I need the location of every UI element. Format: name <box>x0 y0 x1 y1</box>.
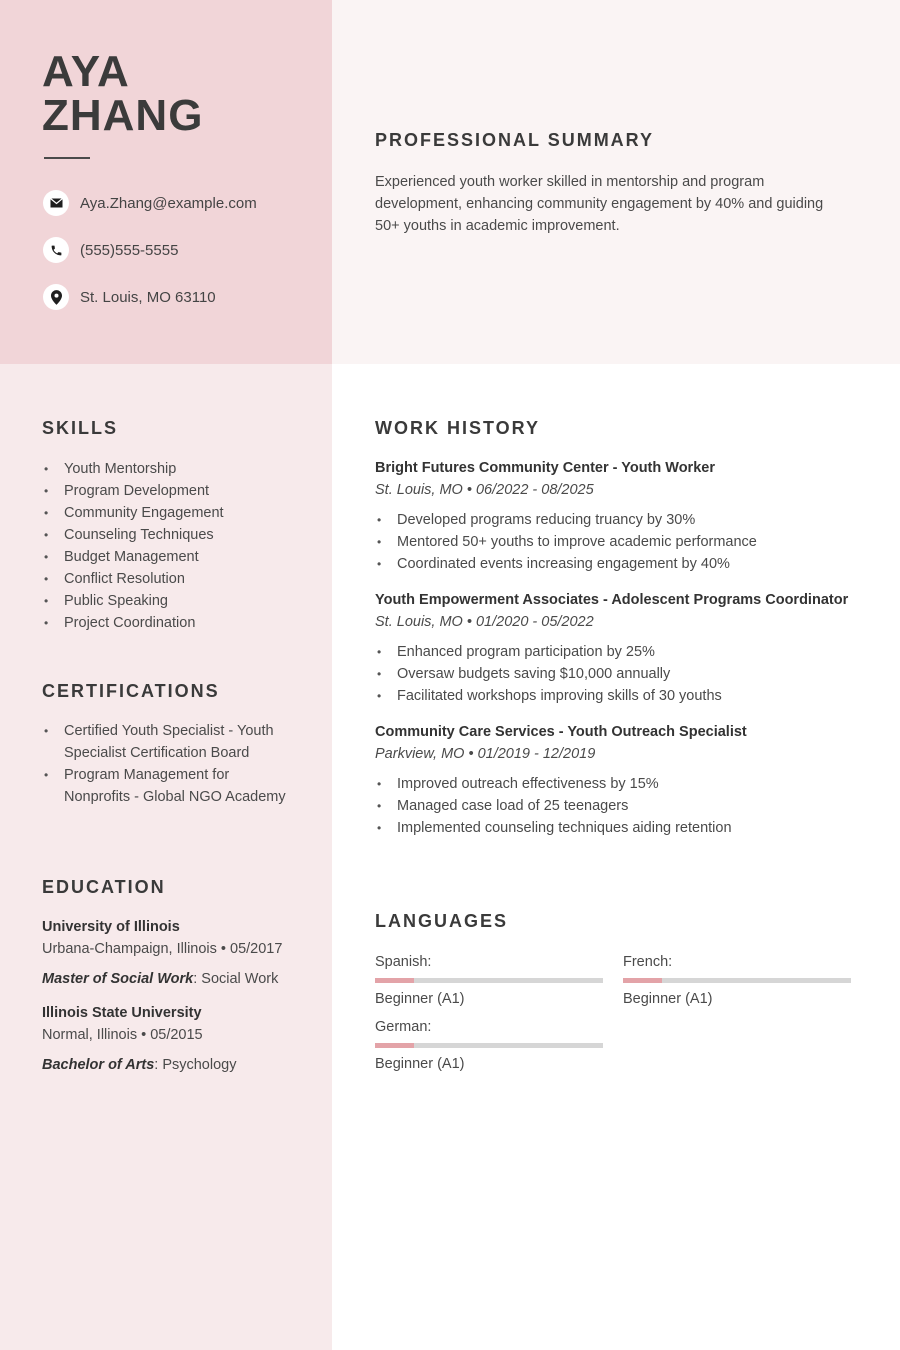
job-title: Bright Futures Community Center - Youth Worker <box>375 460 715 476</box>
language-german <box>375 1017 603 1074</box>
candidate-name <box>42 47 204 140</box>
contact-email[interactable] <box>43 188 257 218</box>
job-title: Community Care Services - Youth Outreach Specialist <box>375 724 747 740</box>
list-item: • Program Development <box>42 480 302 502</box>
job-title: Youth Empowerment Associates - Adolescent Programs Coordinator <box>375 592 849 608</box>
education-list <box>42 916 302 1088</box>
degree-name: Bachelor of Arts <box>42 1057 155 1073</box>
job-entry <box>375 589 865 707</box>
certifications-heading: CERTIFICATIONS <box>42 681 220 701</box>
proficiency-fill <box>623 978 662 983</box>
job-location-dates: Parkview, MO • 01/2019 - 12/2019 <box>375 746 596 762</box>
language-spanish <box>375 952 603 1009</box>
education-entry <box>42 1002 302 1076</box>
list-item: • Counseling Techniques <box>42 524 302 546</box>
job-entry <box>375 721 865 839</box>
list-item: • Developed programs reducing truancy by 30% <box>375 509 865 531</box>
language-level: Beginner (A1) <box>375 1056 465 1072</box>
proficiency-bar <box>623 978 851 983</box>
certifications-list <box>42 720 297 808</box>
contact-location <box>43 282 257 312</box>
job-entry <box>375 457 865 575</box>
education-heading: EDUCATION <box>42 877 166 897</box>
job-bullets <box>375 773 865 839</box>
location-pin-icon <box>43 284 69 310</box>
list-item: • Conflict Resolution <box>42 568 302 590</box>
email-icon <box>43 190 69 216</box>
work-history-list <box>375 457 865 853</box>
language-french <box>623 952 851 1009</box>
list-item: • Facilitated workshops improving skills of 30 youths <box>375 685 865 707</box>
degree-field: : Psychology <box>154 1057 237 1073</box>
proficiency-fill <box>375 1043 414 1048</box>
list-item: • Coordinated events increasing engagement by 40% <box>375 553 865 575</box>
list-item: • Project Coordination <box>42 612 302 634</box>
list-item: • Managed case load of 25 teenagers <box>375 795 865 817</box>
school-name: Illinois State University <box>42 1005 202 1021</box>
list-item: • Budget Management <box>42 546 302 568</box>
job-location-dates: St. Louis, MO • 01/2020 - 05/2022 <box>375 614 594 630</box>
list-item: • Program Management for Nonprofits - Global NGO Academy <box>42 764 297 808</box>
degree-line <box>42 968 302 990</box>
language-name: French: <box>623 954 673 970</box>
degree-line <box>42 1054 302 1076</box>
degree-name: Master of Social Work <box>42 971 194 987</box>
skills-list <box>42 458 302 634</box>
language-name: German: <box>375 1019 432 1035</box>
language-level: Beginner (A1) <box>623 991 713 1007</box>
language-name: Spanish: <box>375 954 432 970</box>
degree-field: : Social Work <box>193 971 279 987</box>
name-divider <box>44 157 90 159</box>
contact-list <box>43 188 257 329</box>
list-item: • Certified Youth Specialist - Youth Specialist Certification Board <box>42 720 297 764</box>
school-location-date: Normal, Illinois • 05/2015 <box>42 1027 203 1043</box>
last-name: ZHANG <box>42 91 204 140</box>
list-item: • Implemented counseling techniques aiding retention <box>375 817 865 839</box>
proficiency-fill <box>375 978 414 983</box>
list-item: • Oversaw budgets saving $10,000 annually <box>375 663 865 685</box>
education-entry <box>42 916 302 990</box>
email-text: Aya.Zhang@example.com <box>80 194 257 212</box>
location-text: St. Louis, MO 63110 <box>80 288 216 306</box>
list-item: • Enhanced program participation by 25% <box>375 641 865 663</box>
job-bullets <box>375 641 865 707</box>
proficiency-bar <box>375 1043 603 1048</box>
language-level: Beginner (A1) <box>375 991 465 1007</box>
list-item: • Public Speaking <box>42 590 302 612</box>
first-name: AYA <box>42 47 130 96</box>
list-item: • Mentored 50+ youths to improve academic performance <box>375 531 865 553</box>
job-location-dates: St. Louis, MO • 06/2022 - 08/2025 <box>375 482 594 498</box>
languages-heading: LANGUAGES <box>375 911 509 931</box>
summary-heading: PROFESSIONAL SUMMARY <box>375 130 655 150</box>
list-item: • Improved outreach effectiveness by 15% <box>375 773 865 795</box>
work-history-heading: WORK HISTORY <box>375 418 541 438</box>
school-location-date: Urbana-Champaign, Illinois • 05/2017 <box>42 941 283 957</box>
phone-icon <box>43 237 69 263</box>
contact-phone[interactable] <box>43 235 257 265</box>
proficiency-bar <box>375 978 603 983</box>
list-item: • Youth Mentorship <box>42 458 302 480</box>
job-bullets <box>375 509 865 575</box>
summary-text: Experienced youth worker skilled in mentorship and program development, enhancing community engagement by 40% and guiding 50+ youths in academic improvement. <box>375 174 824 234</box>
list-item: • Community Engagement <box>42 502 302 524</box>
school-name: University of Illinois <box>42 919 180 935</box>
skills-heading: SKILLS <box>42 418 119 438</box>
phone-text: (555)555-5555 <box>80 241 179 259</box>
